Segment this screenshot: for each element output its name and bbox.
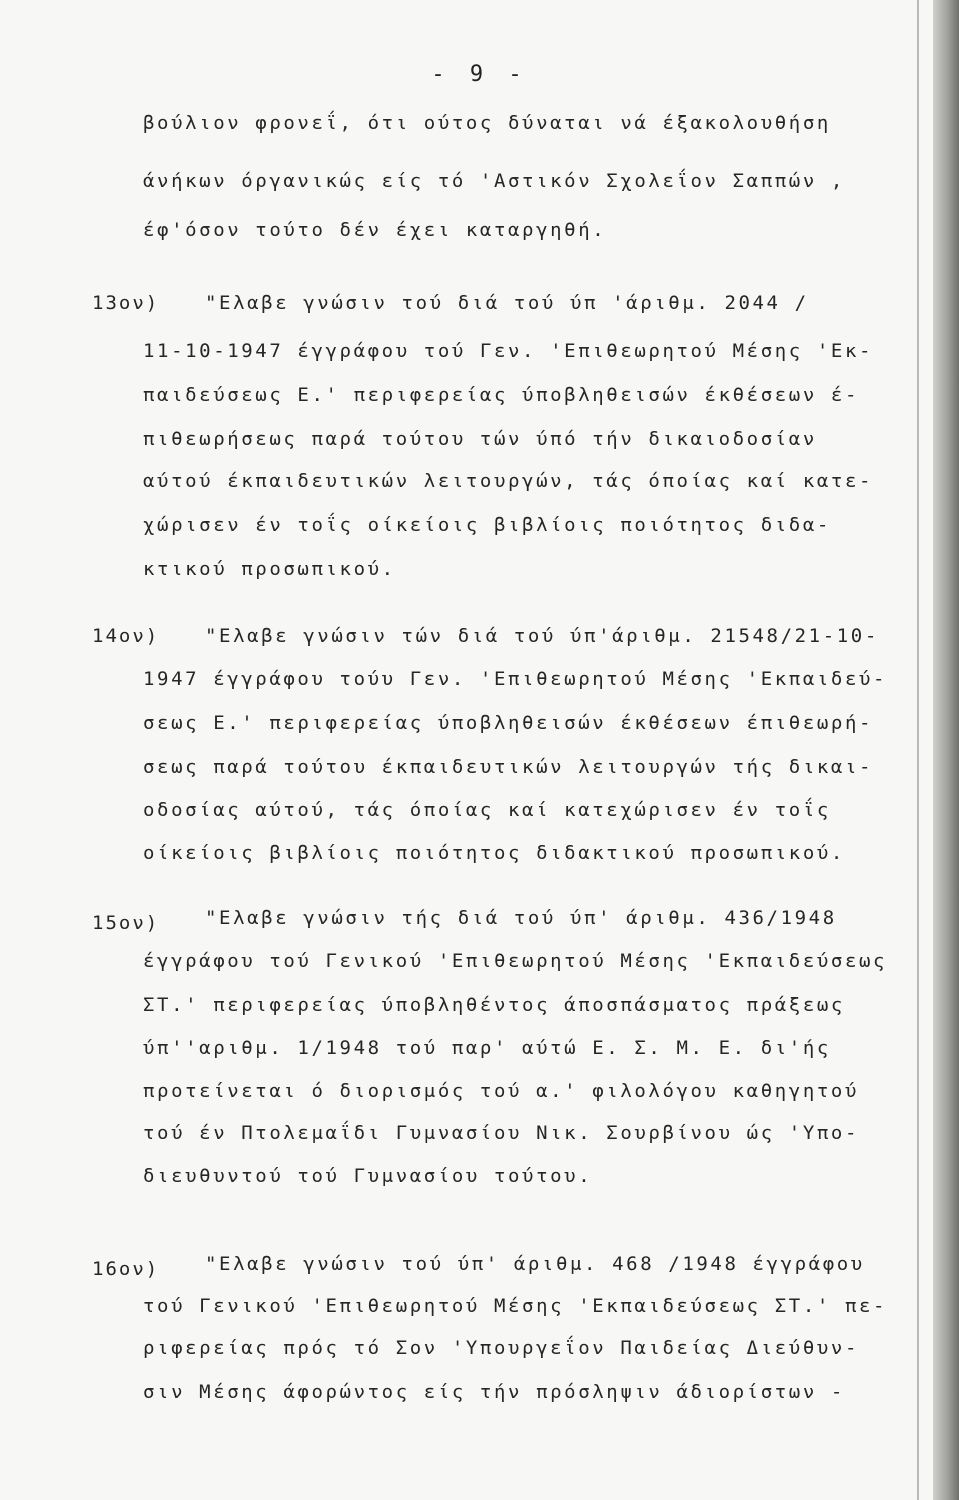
text-line: ύπ''αριθμ. 1/1948 τού παρ' αύτώ Ε. Σ. Μ. Ε. δι'ής [143, 1037, 831, 1059]
text-line: 11-10-1947 έγγράφου τού Γεν. 'Επιθεωρητού Μέσης 'Εκ- [143, 340, 874, 362]
text-line: ριφερείας πρός τό Σον 'Υπουργεΐον Παιδείας Διεύθυν- [143, 1337, 859, 1359]
text-line: "Ελαβε γνώσιν τού διά τού ύπ 'άριθμ. 2044 / [205, 292, 809, 314]
text-line: οδοσίας αύτού, τάς όποίας καί κατεχώρισεν έν τοΐς [143, 799, 831, 821]
text-line: 1947 έγγράφου τούυ Γεν. 'Επιθεωρητού Μέσης 'Εκπαιδεύ- [143, 668, 888, 690]
text-line: τού έν Πτολεμαΐδι Γυμνασίου Νικ. Σουρβίνου ώς 'Υπο- [143, 1122, 859, 1144]
text-line: διευθυντού τού Γυμνασίου τούτου. [143, 1165, 593, 1187]
item-number: 16ον) [92, 1258, 160, 1280]
text-line: τού Γενικού 'Επιθεωρητού Μέσης 'Εκπαιδεύσεως ΣΤ.' πε- [143, 1295, 888, 1317]
item-number: 13ον) [92, 292, 160, 314]
text-line: αύτού έκπαιδευτικών λειτουργών, τάς όποίας καί κατε- [143, 470, 874, 492]
text-line: παιδεύσεως Ε.' περιφερείας ύποβληθεισών έκθέσεων έ- [143, 384, 859, 406]
text-line: άνήκων όργανικώς είς τό 'Αστικόν Σχολεΐον Σαππών , [143, 170, 845, 192]
text-line: σεως Ε.' περιφερείας ύποβληθεισών έκθέσεων έπιθεωρή- [143, 712, 874, 734]
text-line: οίκείοις βιβλίοις ποιότητος διδακτικού προσωπικού. [143, 842, 845, 864]
text-line: "Ελαβε γνώσιν τών διά τού ύπ'άριθμ. 21548/21-10- [205, 625, 879, 647]
text-line: "Ελαβε γνώσιν τής διά τού ύπ' άριθμ. 436/1948 [205, 907, 837, 929]
text-line: έφ'όσον τούτο δέν έχει καταργηθή. [143, 219, 607, 241]
item-number: 14ον) [92, 625, 160, 647]
text-line: προτείνεται ό διορισμός τού α.' φιλολόγου καθηγητού [143, 1080, 859, 1102]
text-line: έγγράφου τού Γενικού 'Επιθεωρητού Μέσης 'Εκπαιδεύσεως [143, 950, 888, 972]
text-line: ΣΤ.' περιφερείας ύποβληθέντος άποσπάσματος πράξεως [143, 994, 845, 1016]
page-shadow-line [917, 0, 919, 1500]
text-line: σιν Μέσης άφορώντος είς τήν πρόσληψιν άδιορίστων - [143, 1381, 845, 1403]
text-line: βούλιον φρονεΐ, ότι ούτος δύναται νά έξακολουθήση [143, 112, 831, 134]
page-number: - 9 - [431, 62, 528, 87]
text-line: πιθεωρήσεως παρά τούτου τών ύπό τήν δικαιοδοσίαν [143, 428, 817, 450]
page-binding-edge [933, 0, 959, 1500]
item-number: 15ον) [92, 912, 160, 934]
text-line: σεως παρά τούτου έκπαιδευτικών λειτουργών τής δικαι- [143, 756, 874, 778]
text-line: κτικού προσωπικού. [143, 558, 396, 580]
text-line: "Ελαβε γνώσιν τού ύπ' άριθμ. 468 /1948 έγγράφου [205, 1253, 865, 1275]
text-line: χώρισεν έν τοΐς οίκείοις βιβλίοις ποιότητος διδα- [143, 514, 831, 536]
